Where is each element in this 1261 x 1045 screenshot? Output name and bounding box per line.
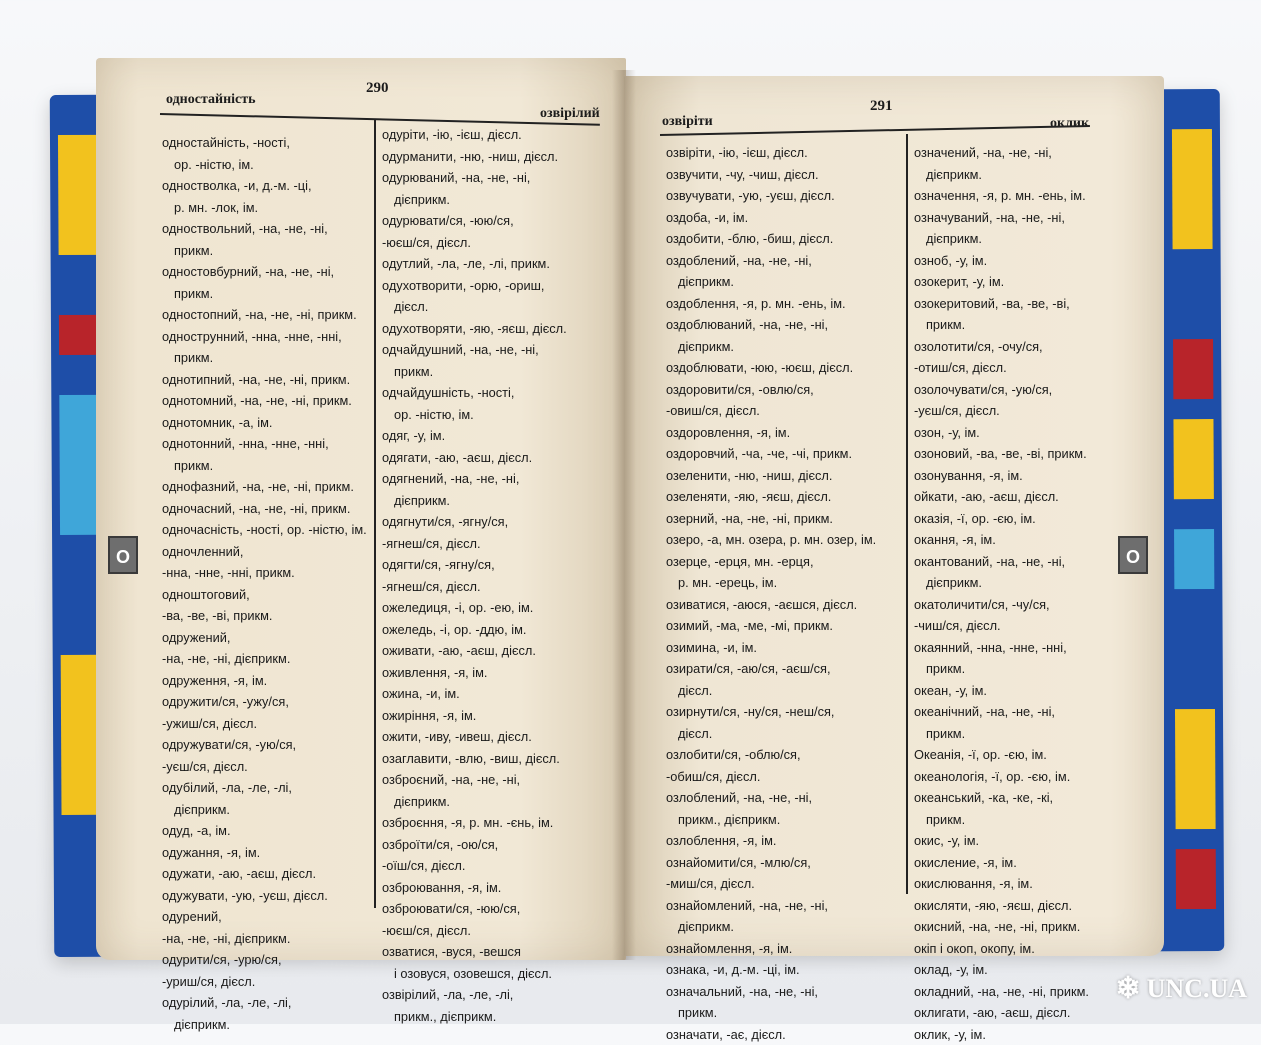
cover-stripe-right-cyan [1174, 529, 1214, 589]
dictionary-line: оздоблюваний, -на, -не, -ні, [666, 314, 886, 336]
dictionary-line: озброїти/ся, -ою/ся, [382, 834, 602, 856]
dictionary-line: одягати, -аю, -аєш, дієсл. [382, 447, 602, 469]
left-column-1 [162, 132, 370, 1035]
dictionary-line: -нна, -нне, -нні, прикм. [162, 562, 370, 584]
dictionary-line: одягнений, -на, -не, -ні, [382, 468, 602, 490]
dictionary-line: озеро, -а, мн. озера, р. мн. озер, ім. [666, 529, 886, 551]
left-running-head-last: озвірілий [540, 106, 600, 122]
dictionary-line: ознайомлення, -я, ім. [666, 938, 886, 960]
cover-stripe-left-yellow [58, 135, 99, 255]
dictionary-line: одухотворити, -орю, -ориш, [382, 275, 602, 297]
dictionary-line: -ягнеш/ся, дієсл. [382, 533, 602, 555]
dictionary-line: оздоровчий, -ча, -че, -чі, прикм. [666, 443, 886, 465]
cover-stripe-right-red-2 [1176, 849, 1216, 909]
dictionary-line: озиватися, -аюся, -аєшся, дієсл. [666, 594, 886, 616]
dictionary-line: Океанія, -ї, ор. -єю, ім. [914, 744, 1104, 766]
dictionary-line: -миш/ся, дієсл. [666, 873, 886, 895]
dictionary-line: озон, -у, ім. [914, 422, 1104, 444]
dictionary-line: одурений, [162, 906, 370, 928]
dictionary-line: ожина, -и, ім. [382, 683, 602, 705]
dictionary-line: ойкати, -аю, -аєш, дієсл. [914, 486, 1104, 508]
dictionary-line: дієприкм. [382, 189, 602, 211]
dictionary-line: прикм. [914, 658, 1104, 680]
dictionary-line: оживлення, -я, ім. [382, 662, 602, 684]
dictionary-line: одуріти, -ію, -ієш, дієсл. [382, 124, 602, 146]
dictionary-line: р. мн. -ерець, ім. [666, 572, 886, 594]
dictionary-line: оздоба, -и, ім. [666, 207, 886, 229]
dictionary-line: ознака, -и, д.-м. -ці, ім. [666, 959, 886, 981]
dictionary-line: озброєння, -я, р. мн. -єнь, ім. [382, 812, 602, 834]
dictionary-line: одноштоговий, [162, 584, 370, 606]
dictionary-line: одностопний, -на, -не, -ні, прикм. [162, 304, 370, 326]
dictionary-line: озвучувати, -ую, -уєш, дієсл. [666, 185, 886, 207]
dictionary-line: окання, -я, ім. [914, 529, 1104, 551]
dictionary-line: дієприкм. [914, 228, 1104, 250]
book-gutter [612, 70, 636, 960]
left-running-head-first: одностайність [166, 92, 256, 108]
dictionary-line: озимий, -ма, -ме, -мі, прикм. [666, 615, 886, 637]
dictionary-line: означуваний, -на, -не, -ні, [914, 207, 1104, 229]
dictionary-line: одноствольний, -на, -не, -ні, [162, 218, 370, 240]
dictionary-line: одурманити, -ню, -ниш, дієсл. [382, 146, 602, 168]
right-running-head-last: оклик [1050, 116, 1089, 132]
dictionary-line: озолочувати/ся, -ую/ся, [914, 379, 1104, 401]
dictionary-line: океанологія, -ї, ор. -єю, ім. [914, 766, 1104, 788]
dictionary-line: однотомний, -на, -не, -ні, прикм. [162, 390, 370, 412]
dictionary-line: окладний, -на, -не, -ні, прикм. [914, 981, 1104, 1003]
cover-stripe-right-yellow-2 [1173, 419, 1213, 499]
dictionary-line: дієприкм. [666, 271, 886, 293]
dictionary-line: однострунний, -нна, -нне, -нні, [162, 326, 370, 348]
dictionary-line: оклигати, -аю, -аєш, дієсл. [914, 1002, 1104, 1024]
dictionary-line: озимина, -и, ім. [666, 637, 886, 659]
dictionary-line: озолотити/ся, -очу/ся, [914, 336, 1104, 358]
dictionary-line: оздоровити/ся, -овлю/ся, [666, 379, 886, 401]
dictionary-line: прикм. [914, 809, 1104, 831]
dictionary-line: -чиш/ся, дієсл. [914, 615, 1104, 637]
dictionary-line: одностайність, -ності, [162, 132, 370, 154]
dictionary-line: одурити/ся, -урю/ся, [162, 949, 370, 971]
dictionary-line: одурюваний, -на, -не, -ні, [382, 167, 602, 189]
dictionary-line: прикм., дієприкм. [382, 1006, 602, 1028]
dictionary-line: оздоблювати, -юю, -юєш, дієсл. [666, 357, 886, 379]
dictionary-line: оздоблений, -на, -не, -ні, [666, 250, 886, 272]
dictionary-line: одружувати/ся, -ую/ся, [162, 734, 370, 756]
dictionary-line: окис, -у, ім. [914, 830, 1104, 852]
dictionary-line: окисляти, -яю, -яєш, дієсл. [914, 895, 1104, 917]
right-thumb-index-tab: О [1118, 536, 1148, 574]
left-column-2 [382, 124, 602, 1027]
dictionary-line: ожити, -иву, -ивеш, дієсл. [382, 726, 602, 748]
dictionary-line: дієприкм. [666, 336, 886, 358]
dictionary-line: озвірілий, -ла, -ле, -лі, [382, 984, 602, 1006]
dictionary-line: прикм. [162, 455, 370, 477]
dictionary-line: озаглавити, -влю, -виш, дієсл. [382, 748, 602, 770]
dictionary-line: означати, -ає, дієсл. [666, 1024, 886, 1045]
left-column-divider [374, 120, 376, 908]
dictionary-line: прикм. [914, 723, 1104, 745]
dictionary-line: одягнути/ся, -ягну/ся, [382, 511, 602, 533]
dictionary-line: прикм. [382, 361, 602, 383]
dictionary-line: одужати, -аю, -аєш, дієсл. [162, 863, 370, 885]
dictionary-line: прикм. [162, 283, 370, 305]
dictionary-line: -ужиш/ся, дієсл. [162, 713, 370, 735]
left-thumb-index-tab: О [108, 536, 138, 574]
dictionary-line: ожеледиця, -і, ор. -ею, ім. [382, 597, 602, 619]
dictionary-line: оздобити, -блю, -биш, дієсл. [666, 228, 886, 250]
cover-stripe-right-yellow-3 [1175, 709, 1216, 829]
dictionary-line: і озовуся, озовешся, дієсл. [382, 963, 602, 985]
dictionary-line: озвіріти, -ію, -ієш, дієсл. [666, 142, 886, 164]
dictionary-line: дієсл. [382, 296, 602, 318]
dictionary-line: одурілий, -ла, -ле, -лі, [162, 992, 370, 1014]
dictionary-line: р. мн. -лок, ім. [162, 197, 370, 219]
dictionary-line: означення, -я, р. мн. -ень, ім. [914, 185, 1104, 207]
cover-stripe-left-red [59, 315, 99, 355]
dictionary-line: однотонний, -нна, -нне, -нні, [162, 433, 370, 455]
dictionary-line: ожиріння, -я, ім. [382, 705, 602, 727]
dictionary-line: означальний, -на, -не, -ні, [666, 981, 886, 1003]
cover-stripe-right-red [1173, 339, 1213, 399]
right-column-2 [914, 142, 1104, 1045]
dictionary-line: одчайдушний, -на, -не, -ні, [382, 339, 602, 361]
dictionary-line: прикм. [162, 347, 370, 369]
dictionary-line: оказія, -ї, ор. -єю, ім. [914, 508, 1104, 530]
dictionary-line: -юєш/ся, дієсл. [382, 920, 602, 942]
dictionary-line: -юєш/ся, дієсл. [382, 232, 602, 254]
dictionary-line: ознайомити/ся, -млю/ся, [666, 852, 886, 874]
dictionary-line: озерце, -ерця, мн. -ерця, [666, 551, 886, 573]
dictionary-line: оклад, -у, ім. [914, 959, 1104, 981]
dictionary-line: озерний, -на, -не, -ні, прикм. [666, 508, 886, 530]
dictionary-line: одночленний, [162, 541, 370, 563]
dictionary-line: -уєш/ся, дієсл. [162, 756, 370, 778]
dictionary-line: озброєний, -на, -не, -ні, [382, 769, 602, 791]
dictionary-line: окисний, -на, -не, -ні, прикм. [914, 916, 1104, 938]
dictionary-line: -ягнеш/ся, дієсл. [382, 576, 602, 598]
dictionary-line: одружений, [162, 627, 370, 649]
dictionary-line: океанський, -ка, -ке, -кі, [914, 787, 1104, 809]
dictionary-line: оздоблення, -я, р. мн. -ень, ім. [666, 293, 886, 315]
right-column-1 [666, 142, 886, 1045]
dictionary-line: дієсл. [666, 723, 886, 745]
dictionary-line: озеленити, -ню, -ниш, дієсл. [666, 465, 886, 487]
dictionary-line: -обиш/ся, дієсл. [666, 766, 886, 788]
dictionary-line: -отиш/ся, дієсл. [914, 357, 1104, 379]
dictionary-line: ор. -ністю, ім. [162, 154, 370, 176]
dictionary-line: одурювати/ся, -юю/ся, [382, 210, 602, 232]
dictionary-line: озонування, -я, ім. [914, 465, 1104, 487]
dictionary-line: однотипний, -на, -не, -ні, прикм. [162, 369, 370, 391]
dictionary-line: дієсл. [666, 680, 886, 702]
dictionary-line: одружити/ся, -ужу/ся, [162, 691, 370, 713]
right-running-head-first: озвіріти [662, 114, 713, 130]
dictionary-line: одужання, -я, ім. [162, 842, 370, 864]
dictionary-line: однофазний, -на, -не, -ні, прикм. [162, 476, 370, 498]
dictionary-line: -на, -не, -ні, дієприкм. [162, 648, 370, 670]
dictionary-line: дієприкм. [666, 916, 886, 938]
dictionary-line: окіп і окоп, окопу, ім. [914, 938, 1104, 960]
dictionary-line: озлобити/ся, -облю/ся, [666, 744, 886, 766]
dictionary-line: -овиш/ся, дієсл. [666, 400, 886, 422]
dictionary-line: одностовбурний, -на, -не, -ні, [162, 261, 370, 283]
right-page-number: 291 [870, 98, 893, 115]
dictionary-line: одуд, -а, ім. [162, 820, 370, 842]
dictionary-line: -уєш/ся, дієсл. [914, 400, 1104, 422]
dictionary-line: дієприкм. [162, 1014, 370, 1036]
left-page-number: 290 [366, 80, 389, 97]
dictionary-line: прикм., дієприкм. [666, 809, 886, 831]
dictionary-line: озватися, -вуся, -вешся [382, 941, 602, 963]
dictionary-line: озброювання, -я, ім. [382, 877, 602, 899]
dictionary-line: одяг, -у, ім. [382, 425, 602, 447]
dictionary-line: оздоровлення, -я, ім. [666, 422, 886, 444]
dictionary-line: одужувати, -ую, -уєш, дієсл. [162, 885, 370, 907]
dictionary-line: -уриш/ся, дієсл. [162, 971, 370, 993]
dictionary-line: -на, -не, -ні, дієприкм. [162, 928, 370, 950]
cover-stripe-left-cyan [59, 395, 100, 535]
dictionary-line: прикм. [162, 240, 370, 262]
dictionary-line: одночасний, -на, -не, -ні, прикм. [162, 498, 370, 520]
dictionary-line: ор. -ністю, ім. [382, 404, 602, 426]
dictionary-line: прикм. [666, 1002, 886, 1024]
dictionary-line: озирнути/ся, -ну/ся, -неш/ся, [666, 701, 886, 723]
dictionary-line: ознайомлений, -на, -не, -ні, [666, 895, 886, 917]
dictionary-line: озеленяти, -яю, -яєш, дієсл. [666, 486, 886, 508]
dictionary-line: озирати/ся, -аю/ся, -аєш/ся, [666, 658, 886, 680]
dictionary-line: океанічний, -на, -не, -ні, [914, 701, 1104, 723]
dictionary-line: -ва, -ве, -ві, прикм. [162, 605, 370, 627]
dictionary-line: оживати, -аю, -аєш, дієсл. [382, 640, 602, 662]
watermark [1115, 971, 1247, 1006]
dictionary-line: однотомник, -а, ім. [162, 412, 370, 434]
dictionary-line: одчайдушність, -ності, [382, 382, 602, 404]
dictionary-line: одубілий, -ла, -ле, -лі, [162, 777, 370, 799]
dictionary-line: дієприкм. [382, 791, 602, 813]
dictionary-line: одночасність, -ності, ор. -ністю, ім. [162, 519, 370, 541]
dictionary-line: озлоблений, -на, -не, -ні, [666, 787, 886, 809]
dictionary-line: оклик, -у, ім. [914, 1024, 1104, 1045]
dictionary-line: озноб, -у, ім. [914, 250, 1104, 272]
dictionary-line: озлоблення, -я, ім. [666, 830, 886, 852]
dictionary-line: озокерит, -у, ім. [914, 271, 1104, 293]
right-column-divider [906, 134, 908, 894]
dictionary-line: одухотворяти, -яю, -яєш, дієсл. [382, 318, 602, 340]
dictionary-line: дієприкм. [162, 799, 370, 821]
watermark-text: UNC.UA [1147, 974, 1247, 1004]
dictionary-line: окисление, -я, ім. [914, 852, 1104, 874]
dictionary-line: -оїш/ся, дієсл. [382, 855, 602, 877]
dictionary-line: ожеледь, -і, ор. -ддю, ім. [382, 619, 602, 641]
dictionary-line: окатоличити/ся, -чу/ся, [914, 594, 1104, 616]
cover-stripe-right-yellow [1172, 129, 1213, 249]
snowflake-icon: ❄ [1115, 971, 1140, 1006]
dictionary-line: одруження, -я, ім. [162, 670, 370, 692]
dictionary-line: окислювання, -я, ім. [914, 873, 1104, 895]
dictionary-line: океан, -у, ім. [914, 680, 1104, 702]
dictionary-line: озвучити, -чу, -чиш, дієсл. [666, 164, 886, 186]
dictionary-line: дієприкм. [914, 572, 1104, 594]
dictionary-line: озоновий, -ва, -ве, -ві, прикм. [914, 443, 1104, 465]
dictionary-line: дієприкм. [382, 490, 602, 512]
dictionary-line: окантований, -на, -не, -ні, [914, 551, 1104, 573]
dictionary-line: одностволка, -и, д.-м. -ці, [162, 175, 370, 197]
dictionary-line: озокеритовий, -ва, -ве, -ві, [914, 293, 1104, 315]
dictionary-line: одягти/ся, -ягну/ся, [382, 554, 602, 576]
dictionary-line: прикм. [914, 314, 1104, 336]
dictionary-line: окаянний, -нна, -нне, -нні, [914, 637, 1104, 659]
dictionary-line: дієприкм. [914, 164, 1104, 186]
dictionary-line: озброювати/ся, -юю/ся, [382, 898, 602, 920]
dictionary-line: означений, -на, -не, -ні, [914, 142, 1104, 164]
dictionary-line: одутлий, -ла, -ле, -лі, прикм. [382, 253, 602, 275]
